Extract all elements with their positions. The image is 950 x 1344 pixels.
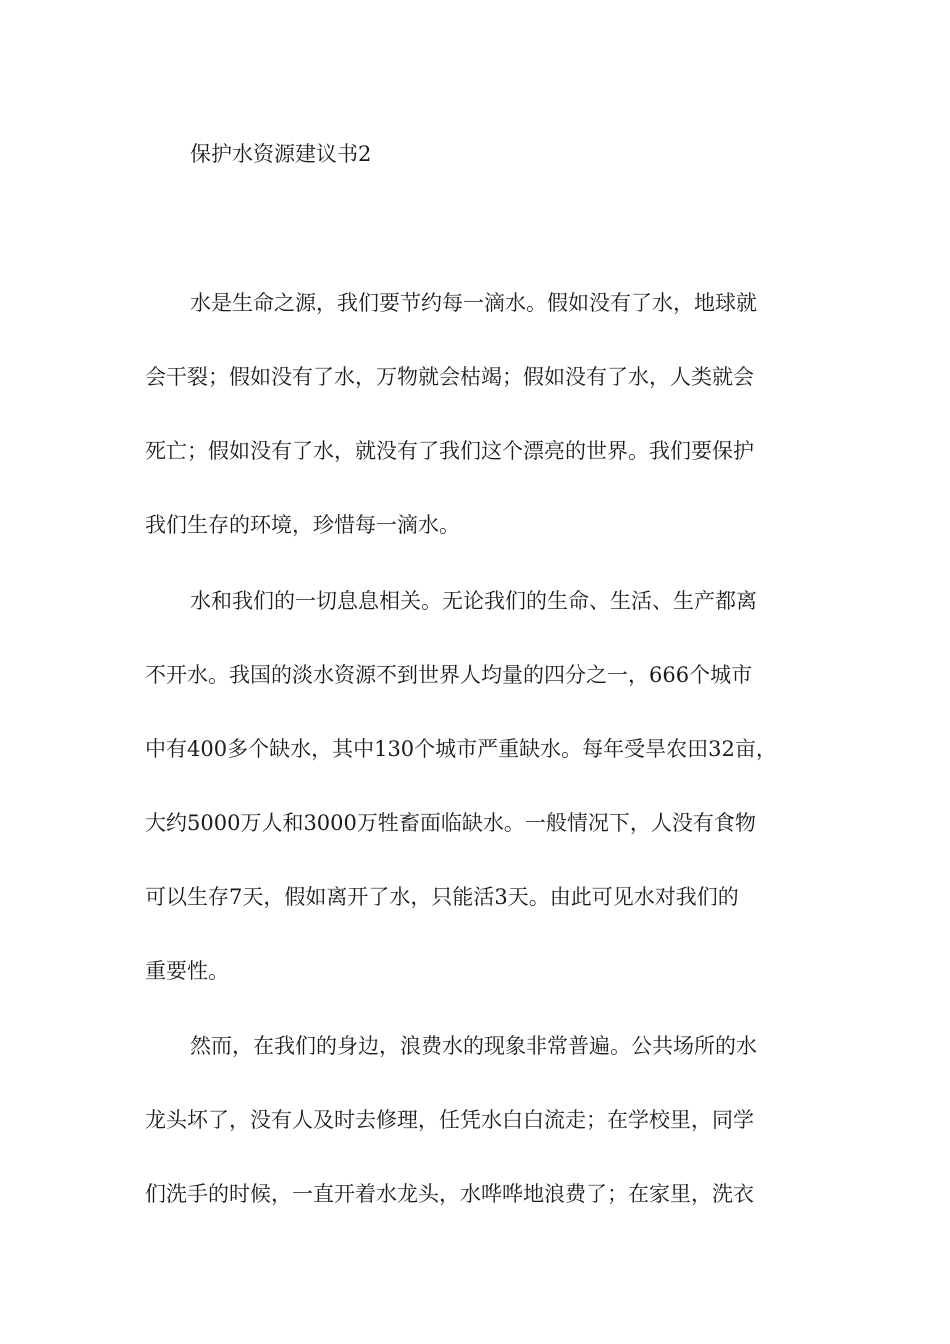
paragraph-1-line-2: 会干裂；假如没有了水，万物就会枯竭；假如没有了水，人类就会 <box>145 365 754 389</box>
paragraph-1-line-3: 死亡；假如没有了水，就没有了我们这个漂亮的世界。我们要保护 <box>145 439 754 463</box>
paragraph-3-line-1: 然而，在我们的身边，浪费水的现象非常普遍。公共场所的水 <box>190 1034 757 1058</box>
paragraph-3-line-2: 龙头坏了，没有人及时去修理，任凭水白白流走；在学校里，同学 <box>145 1108 754 1132</box>
paragraph-2-line-1: 水和我们的一切息息相关。无论我们的生命、生活、生产都离 <box>190 589 757 613</box>
paragraph-2-line-4: 大约5000万人和3000万牲畜面临缺水。一般情况下，人没有食物 <box>145 811 756 835</box>
paragraph-2-line-6: 重要性。 <box>145 959 229 983</box>
paragraph-2-line-5: 可以生存7天，假如离开了水，只能活3天。由此可见水对我们的 <box>145 885 739 909</box>
paragraph-2-line-2: 不开水。我国的淡水资源不到世界人均量的四分之一，666个城市 <box>145 663 753 687</box>
paragraph-1-line-1: 水是生命之源，我们要节约每一滴水。假如没有了水，地球就 <box>190 291 757 315</box>
paragraph-1-line-4: 我们生存的环境，珍惜每一滴水。 <box>145 513 460 537</box>
paragraph-3-line-3: 们洗手的时候，一直开着水龙头，水哗哗地浪费了；在家里，洗衣 <box>145 1182 754 1206</box>
paragraph-2-line-3: 中有400多个缺水，其中130个城市严重缺水。每年受旱农田32亩， <box>145 737 777 761</box>
document-title: 保护水资源建议书2 <box>190 142 372 166</box>
